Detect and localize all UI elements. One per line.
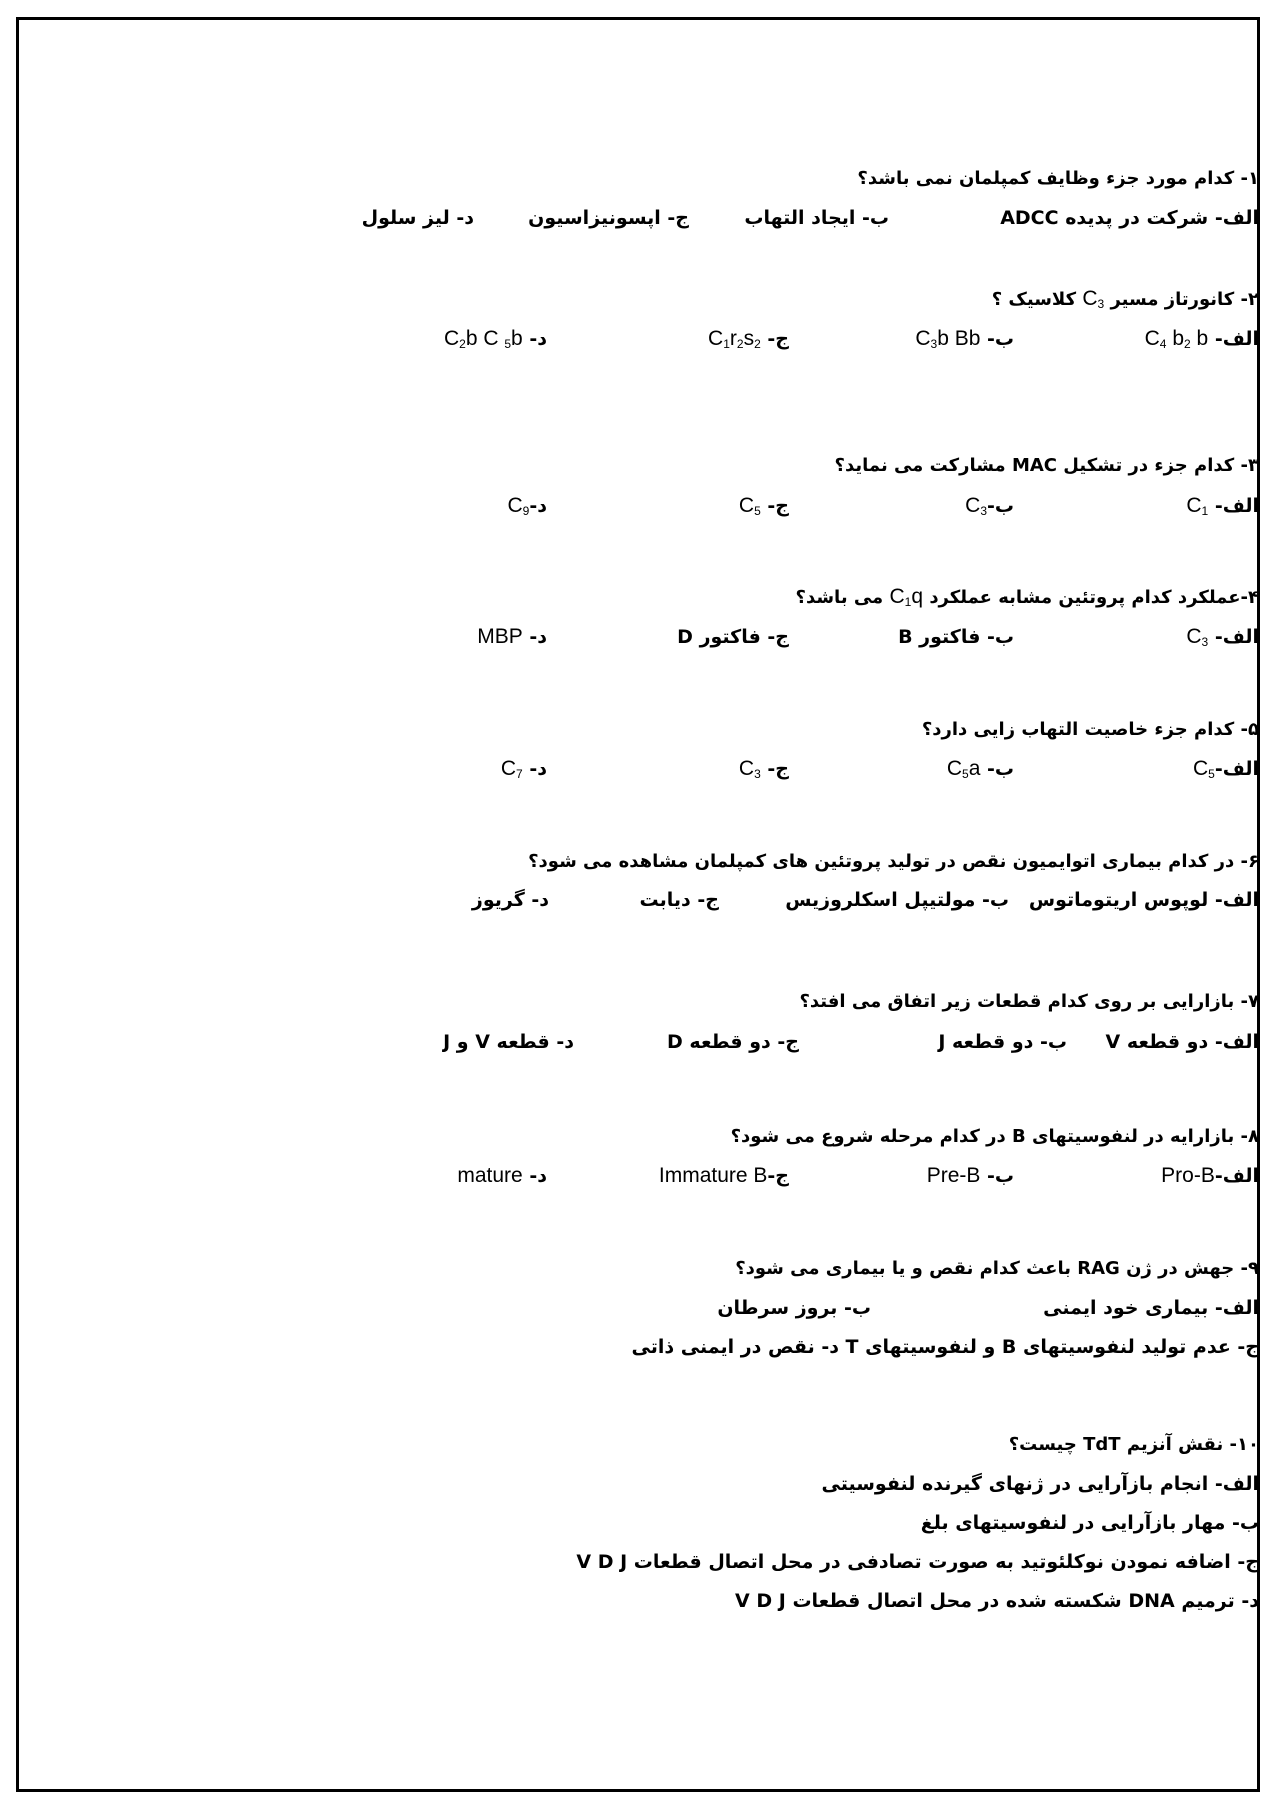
q10-option-b: ب- مهار بازآرایی در لنفوسیتهای بلغ (920, 1512, 1259, 1534)
q5-option-c: ج- $C_3$ (738, 757, 789, 781)
q5-option-a: الف-$C_5$ (1192, 757, 1259, 781)
q4-option-b: ب- فاکتور B (898, 626, 1014, 648)
q3-option-b: $ب-C_3$ (965, 494, 1014, 518)
q4-stem-term: $C_1q$ (889, 585, 924, 609)
q8-option-a: الف-Pro-B (1161, 1164, 1259, 1187)
q3-option-a: الف- $C_1$ (1186, 494, 1259, 518)
q8-option-b: ب- Pre-B (926, 1164, 1014, 1187)
q2-option-d: د- $C_2b$ C $_5$b (443, 327, 547, 351)
q4-stem-post: می باشد؟ (795, 587, 884, 608)
q4-stem-pre: ۴-عملکرد کدام پروتئین مشابه عملکرد (929, 587, 1259, 608)
question-9-stem: ۹- جهش در ژن RAG باعث کدام نقص و یا بیماری می شود؟ (735, 1258, 1259, 1279)
q2-stem-post: کلاسیک ؟ (991, 289, 1077, 310)
q6-option-c: ج- دیابت (639, 889, 719, 911)
q3-option-d: $د-C_9$ (507, 494, 547, 518)
q7-option-d: د- قطعه V و J (443, 1031, 574, 1053)
q6-option-a: الف- لوپوس اریتوماتوس (1028, 889, 1259, 911)
q7-option-c: ج- دو قطعه D (667, 1031, 799, 1053)
q1-option-a: الف- شرکت در پدیده ADCC (1000, 207, 1259, 229)
question-3-stem: ۳- کدام جزء در تشکیل MAC مشارکت می نماید؟ (834, 455, 1259, 476)
question-6-stem: ۶- در کدام بیماری اتوایمیون نقص در تولید پروتئین های کمپلمان مشاهده می شود؟ (528, 851, 1259, 872)
question-5-stem: ۵- کدام جزء خاصیت التهاب زایی دارد؟ (921, 719, 1259, 740)
q6-option-d: د- گریوز (471, 889, 549, 911)
q9-option-c: ج- عدم تولید لنفوسیتهای B و لنفوسیتهای T (845, 1336, 1259, 1358)
q8-option-c: ج-Immature B (658, 1164, 789, 1187)
q9-option-d: د- نقص در ایمنی ذاتی (631, 1336, 839, 1358)
q2-option-c: ج- $C_1r_2s_2$ (708, 327, 789, 351)
q9-option-a: الف- بیماری خود ایمنی (1043, 1297, 1259, 1319)
q2-option-a: الف- $C_4$ $b_2$ b (1144, 327, 1259, 351)
q8-option-d: د- mature (457, 1164, 547, 1187)
q2-stem-pre: ۲- کانورتاز مسیر (1110, 289, 1259, 310)
q6-option-b: ب- مولتیپل اسکلروزیس (785, 889, 1009, 911)
question-4-stem (796, 585, 1259, 610)
q1-option-d: د- لیز سلول (361, 207, 474, 229)
q5-option-d: د- $C_7$ (500, 757, 547, 781)
q10-option-c: ج- اضافه نمودن نوکلئوتید به صورت تصادفی در محل اتصال قطعات V D J (576, 1551, 1259, 1573)
q1-option-b: ب- ایجاد التهاب (744, 207, 889, 229)
q2-option-b: ب- $C_3b$ Bb (915, 327, 1014, 351)
q3-option-c: ج- $C_5$ (738, 494, 789, 518)
question-10-stem: ۱۰- نقش آنزیم TdT چیست؟ (1008, 1434, 1259, 1455)
question-1-stem: ۱- کدام مورد جزء وظایف کمپلمان نمی باشد؟ (857, 168, 1259, 189)
question-8-stem: ۸- بازارایه در لنفوسیتهای B در کدام مرحله شروع می شود؟ (730, 1126, 1259, 1147)
q1-option-c: ج- اپسونیزاسیون (528, 207, 689, 229)
q4-option-c: ج- فاکتور D (677, 626, 789, 648)
question-2-stem (992, 287, 1259, 312)
q10-option-d: د- ترمیم DNA شکسته شده در محل اتصال قطعات V D J (735, 1590, 1259, 1612)
q9-option-b: ب- بروز سرطان (717, 1297, 871, 1319)
q10-option-a: الف- انجام بازآرایی در ژنهای گیرنده لنفوسیتی (821, 1473, 1259, 1495)
q7-option-a: الف- دو قطعه V (1105, 1031, 1259, 1053)
q4-option-d: د- MBP (477, 625, 547, 648)
q7-option-b: ب- دو قطعه J (938, 1031, 1067, 1053)
question-7-stem: ۷- بازارایی بر روی کدام قطعات زیر اتفاق می افتد؟ (799, 991, 1259, 1012)
q4-option-a: الف- $C_3$ (1186, 625, 1259, 649)
q5-option-b: ب- $C_5a$ (946, 757, 1014, 781)
q2-stem-term: $C_3$ (1082, 287, 1105, 311)
